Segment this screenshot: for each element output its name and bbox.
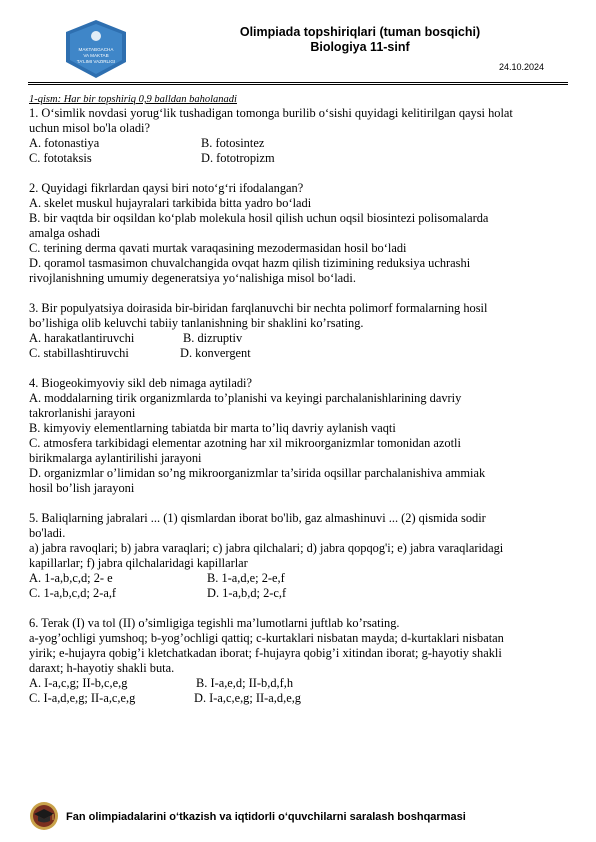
svg-text:MAKTABGACHA: MAKTABGACHA [78, 47, 114, 52]
answer-option-continuation: hosil bo’lish jarayoni [29, 481, 135, 495]
answer-option: C. atmosfera tarkibidagi elementar azotning har xil mikroorganizmlar tomonidan azotli [29, 436, 461, 450]
answer-option: D. 1-a,b,d; 2-c,f [207, 586, 287, 600]
question-4 [29, 376, 567, 496]
svg-text:VA MAKTAB: VA MAKTAB [83, 53, 109, 58]
document-date: 24.10.2024 [498, 62, 544, 72]
answer-option: A. harakatlantiruvchi [29, 331, 135, 345]
header-divider [28, 82, 568, 83]
answer-option: C. I-a,d,e,g; II-a,c,e,g [29, 691, 136, 705]
question-stem: bo’lishiga olib keluvchi tabiiy tanlanishning bir shaklini ko’rsating. [29, 316, 364, 330]
question-stem: yirik; e-hujayra qobig’i kletchatkadan iborat; f-hujayra qobig’i xitindan iborat; g-hayotiy shakli [29, 646, 502, 660]
answer-option: D. organizmlar o’limidan so’ng mikroorganizmlar ta’sirida oqsillar parchalanishiva ammiak [29, 466, 486, 480]
question-stem: 1. O‘simlik novdasi yorug‘lik tushadigan tomonga burilib o‘sishi quyidagi kelitirilgan qaysi holat [29, 106, 513, 120]
ministry-logo [60, 18, 132, 80]
svg-text:TA'LIMI VAZIRLIGI: TA'LIMI VAZIRLIGI [76, 59, 116, 64]
question-stem: a-yog’ochligi yumshoq; b-yog’ochligi qattiq; c-kurtaklari nisbatan mayda; d-kurtaklari nisbatan [29, 631, 504, 645]
question-5 [29, 511, 567, 601]
answer-option: D. konvergent [180, 346, 251, 360]
footer-department: Fan olimpiadalarini o‘tkazish va iqtidorli o‘quvchilarni saralash boshqarmasi [66, 811, 466, 823]
question-stem: bo'ladi. [29, 526, 66, 540]
question-stem: a) jabra ravoqlari; b) jabra varaqlari; c) jabra qilchalari; d) jabra qopqog'i; e) jabra varaqlaridagi [29, 541, 504, 555]
document-title: Olimpiada topshiriqlari (tuman bosqichi) [239, 25, 481, 39]
options-row [29, 151, 567, 166]
answer-option: D. I-a,c,e,g; II-a,d,e,g [194, 691, 301, 705]
answer-option: C. 1-a,b,c,d; 2-a,f [29, 586, 117, 600]
answer-option-continuation: takrorlanishi jarayoni [29, 406, 136, 420]
answer-option: A. fotonastiya [29, 136, 100, 150]
answer-option-continuation: birikmalarga aylantirilishi jarayoni [29, 451, 202, 465]
section-heading: 1-qism: Har bir topshiriq 0,9 balldan baholanadi [29, 94, 237, 105]
answer-option: B. dizruptiv [183, 331, 243, 345]
graduation-cap-logo-icon [29, 801, 59, 831]
answer-option: A. skelet muskul hujayralari tarkibida bitta yadro bo‘ladi [29, 196, 312, 210]
answer-option: C. stabillashtiruvchi [29, 346, 129, 360]
question-stem: 3. Bir populyatsiya doirasida bir-biridan farqlanuvchi bir nechta polimorf formalarning hosil [29, 301, 488, 315]
answer-option: C. fototaksis [29, 151, 92, 165]
options-row [29, 136, 567, 151]
answer-option: B. 1-a,d,e; 2-e,f [207, 571, 285, 585]
document-subtitle: Biologiya 11-sinf [310, 40, 410, 54]
answer-option: A. I-a,c,g; II-b,c,e,g [29, 676, 128, 690]
question-stem: 5. Baliqlarning jabralari ... (1) qismlardan iborat bo'lib, gaz almashinuvi ... (2) qismida sodir [29, 511, 486, 525]
question-6 [29, 616, 567, 706]
answer-option: A. moddalarning tirik organizmlarda to’planishi va keyingi parchalanishlarining davriy [29, 391, 462, 405]
answer-option: B. kimyoviy elementlarning tabiatda bir marta to’liq davriy aylanish vaqti [29, 421, 396, 435]
question-stem: kapillarlar; f) jabra qilchalaridagi kapillarlar [29, 556, 248, 570]
answer-option: D. qoramol tasmasimon chuvalchangida ovqat hazm qilish tizimining reduksiya uchrashi [29, 256, 471, 270]
options-row [29, 331, 567, 346]
answer-option: B. fotosintez [201, 136, 265, 150]
answer-option-continuation: amalga oshadi [29, 226, 101, 240]
question-stem: 6. Terak (I) va tol (II) o’simligiga tegishli ma’lumotlarni juftlab ko’rsating. [29, 616, 400, 630]
options-row [29, 691, 567, 706]
answer-option: C. terining derma qavati murtak varaqasining mezodermasidan hosil bo‘ladi [29, 241, 407, 255]
questions-body [29, 93, 567, 706]
answer-option: B. bir vaqtda bir oqsildan ko‘plab molekula hosil qilish uchun oqsil biosintezi polisomalarda [29, 211, 489, 225]
options-row [29, 571, 567, 586]
answer-option: A. 1-a,b,c,d; 2- e [29, 571, 113, 585]
question-stem: 4. Biogeokimyoviy sikl deb nimaga aytiladi? [29, 376, 252, 390]
question-1 [29, 106, 567, 166]
answer-option: B. I-a,e,d; II-b,d,f,h [196, 676, 294, 690]
options-row [29, 586, 567, 601]
question-stem: 2. Quyidagi fikrlardan qaysi biri noto‘g‘ri ifodalangan? [29, 181, 304, 195]
question-stem: daraxt; h-hayotiy shakli buta. [29, 661, 175, 675]
options-row [29, 346, 567, 361]
answer-option: D. fototropizm [201, 151, 275, 165]
answer-option-continuation: rivojlanishning umumiy degeneratsiya yo‘nalishiga misol bo‘ladi. [29, 271, 356, 285]
question-3 [29, 301, 567, 361]
question-2 [29, 181, 567, 286]
options-row [29, 676, 567, 691]
question-stem: uchun misol bo'la oladi? [29, 121, 150, 135]
header-divider-secondary [28, 84, 568, 85]
